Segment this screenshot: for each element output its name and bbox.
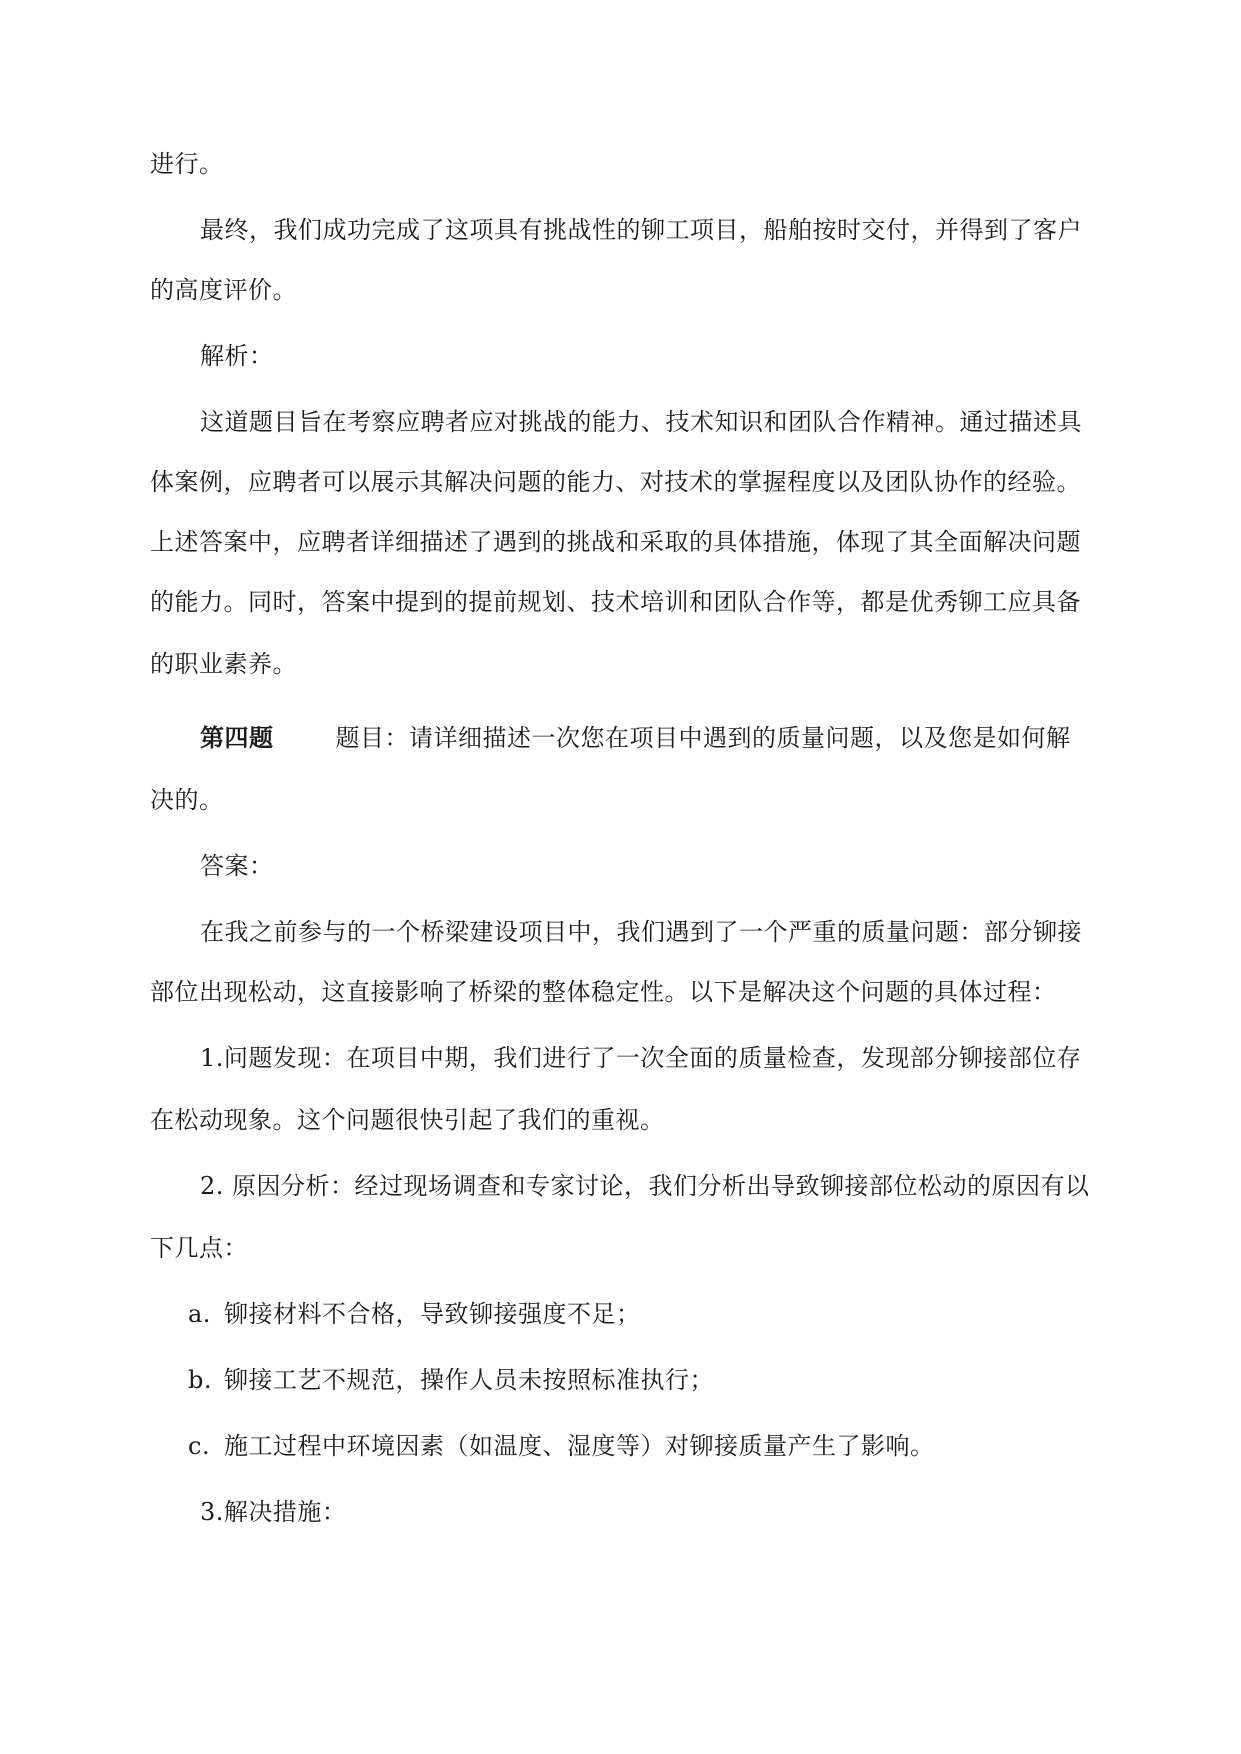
paragraph-line: 在松动现象。这个问题很快引起了我们的重视。: [150, 1106, 665, 1134]
list-item: [188, 1430, 935, 1462]
paragraph-line: 部位出现松动，这直接影响了桥梁的整体稳定性。以下是解决这个问题的具体过程：: [150, 978, 1057, 1006]
answer-label: 答案：: [200, 852, 274, 880]
analysis-label: 解析：: [200, 342, 274, 370]
step-line: 1.问题发现：在项目中期，我们进行了一次全面的质量检查，发现部分铆接部位存: [200, 1044, 1082, 1072]
question-text: 题目：请详细描述一次您在项目中遇到的质量问题，以及您是如何解: [335, 724, 1071, 752]
list-item-text: 施工过程中环境因素（如温度、湿度等）对铆接质量产生了影响。: [224, 1432, 935, 1460]
list-marker: c.: [188, 1432, 211, 1460]
paragraph-line: 在我之前参与的一个桥梁建设项目中，我们遇到了一个严重的质量问题：部分铆接: [200, 918, 1082, 946]
paragraph-line: 决的。: [150, 786, 224, 814]
paragraph-line: 的高度评价。: [150, 276, 297, 304]
paragraph-line: 上述答案中，应聘者详细描述了遇到的挑战和采取的具体措施，体现了其全面解决问题: [150, 528, 1081, 556]
list-item-text: 铆接工艺不规范，操作人员未按照标准执行；: [224, 1366, 714, 1394]
list-marker: a.: [188, 1300, 211, 1328]
list-item-text: 铆接材料不合格，导致铆接强度不足；: [224, 1300, 641, 1328]
question-number: 第四题: [200, 723, 274, 752]
step-line: 3.解决措施：: [200, 1498, 347, 1526]
list-item: [188, 1364, 714, 1396]
paragraph-line: 最终，我们成功完成了这项具有挑战性的铆工项目，船舶按时交付，并得到了客户: [200, 216, 1082, 244]
paragraph-line: 体案例，应聘者可以展示其解决问题的能力、对技术的掌握程度以及团队协作的经验。: [150, 468, 1081, 496]
step-line: 2. 原因分析：经过现场调查和专家讨论，我们分析出导致铆接部位松动的原因有以: [200, 1172, 1090, 1200]
paragraph-line: 进行。: [150, 150, 224, 178]
list-item: [188, 1298, 641, 1330]
list-marker: b.: [188, 1366, 212, 1394]
paragraph-line: 下几点：: [150, 1234, 248, 1262]
question-heading: [200, 722, 1071, 754]
paragraph-line: 这道题目旨在考察应聘者应对挑战的能力、技术知识和团队合作精神。通过描述具: [200, 408, 1082, 436]
paragraph-line: 的职业素养。: [150, 650, 297, 678]
paragraph-line: 的能力。同时，答案中提到的提前规划、技术培训和团队合作等，都是优秀铆工应具备: [150, 588, 1081, 616]
